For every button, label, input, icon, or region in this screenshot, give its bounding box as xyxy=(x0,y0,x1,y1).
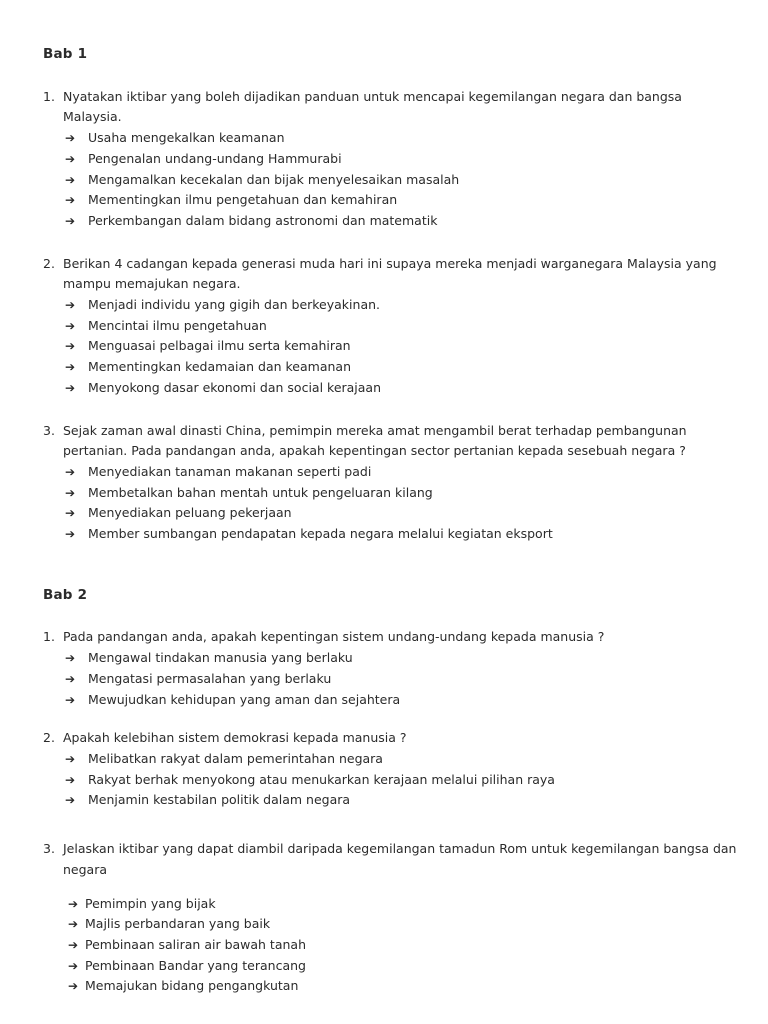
question-row xyxy=(43,627,743,648)
question-text: Berikan 4 cadangan kepada generasi muda hari ini supaya mereka menjadi warganegara Malaysia yang mampu memajukan negara. xyxy=(63,255,717,292)
section-title: Bab 1 xyxy=(43,46,88,62)
answer-item xyxy=(65,790,743,811)
arrow-bullet-icon: ➔ xyxy=(68,937,79,952)
answer-text: Menyediakan peluang pekerjaan xyxy=(88,505,292,521)
answer-list xyxy=(65,462,743,545)
answer-item xyxy=(65,378,743,399)
answer-item xyxy=(68,894,743,915)
answer-text: Majlis perbandaran yang baik xyxy=(85,916,271,932)
answer-text: Mementingkan ilmu pengetahuan dan kemahiran xyxy=(88,192,398,208)
answer-item xyxy=(65,336,743,357)
answer-text: Pembinaan saliran air bawah tanah xyxy=(85,936,307,952)
section-bab-2 xyxy=(43,585,743,997)
answer-text: Pembinaan Bandar yang terancang xyxy=(85,957,306,973)
answer-text: Menyokong dasar ekonomi dan social kerajaan xyxy=(88,379,382,395)
answer-item xyxy=(65,316,743,337)
arrow-bullet-icon: ➔ xyxy=(65,298,76,313)
answer-text: Membetalkan bahan mentah untuk pengeluaran kilang xyxy=(88,484,433,500)
answer-item xyxy=(68,976,743,997)
arrow-bullet-icon: ➔ xyxy=(68,958,79,973)
question-number: 2. xyxy=(43,730,55,746)
arrow-bullet-icon: ➔ xyxy=(65,151,76,166)
arrow-bullet-icon: ➔ xyxy=(65,464,76,479)
arrow-bullet-icon: ➔ xyxy=(65,751,76,766)
arrow-bullet-icon: ➔ xyxy=(65,485,76,500)
answer-text: Menjamin kestabilan politik dalam negara xyxy=(88,792,351,808)
answer-item xyxy=(65,128,743,149)
question-text: Jelaskan iktibar yang dapat diambil daripada kegemilangan tamadun Rom untuk kegemilangan bangsa dan negara xyxy=(63,841,737,877)
question-text: Pada pandangan anda, apakah kepentingan sistem undang-undang kepada manusia ? xyxy=(63,629,605,645)
arrow-bullet-icon: ➔ xyxy=(68,979,79,994)
question-number: 1. xyxy=(43,88,55,104)
answer-item xyxy=(65,770,743,791)
arrow-bullet-icon: ➔ xyxy=(65,213,76,228)
answer-item xyxy=(65,211,743,232)
answer-item xyxy=(68,914,743,935)
answer-list xyxy=(65,128,743,232)
answer-text: Mewujudkan kehidupan yang aman dan sejahtera xyxy=(88,691,401,707)
answer-text: Rakyat berhak menyokong atau menukarkan kerajaan melalui pilihan raya xyxy=(88,771,555,787)
answer-text: Mengawal tindakan manusia yang berlaku xyxy=(88,650,353,666)
answer-text: Melibatkan rakyat dalam pemerintahan negara xyxy=(88,750,383,766)
answer-text: Mencintai ilmu pengetahuan xyxy=(88,317,267,333)
answer-list xyxy=(65,295,743,399)
arrow-bullet-icon: ➔ xyxy=(65,651,76,666)
answer-list xyxy=(68,894,743,998)
arrow-bullet-icon: ➔ xyxy=(65,793,76,808)
answer-item xyxy=(68,935,743,956)
question-text: Apakah kelebihan sistem demokrasi kepada manusia ? xyxy=(63,730,407,746)
arrow-bullet-icon: ➔ xyxy=(65,772,76,787)
answer-item xyxy=(65,483,743,504)
answer-item xyxy=(68,956,743,977)
question-row xyxy=(43,839,743,880)
answer-text: Pengenalan undang-undang Hammurabi xyxy=(88,150,342,166)
answer-item xyxy=(65,524,743,545)
arrow-bullet-icon: ➔ xyxy=(65,172,76,187)
answer-item xyxy=(65,648,743,669)
answer-item xyxy=(65,357,743,378)
answer-text: Menguasai pelbagai ilmu serta kemahiran xyxy=(88,338,351,354)
answer-item xyxy=(65,690,743,711)
answer-text: Mengamalkan kecekalan dan bijak menyelesaikan masalah xyxy=(88,171,460,187)
answer-item xyxy=(65,462,743,483)
answer-text: Mementingkan kedamaian dan keamanan xyxy=(88,359,351,375)
arrow-bullet-icon: ➔ xyxy=(68,896,79,911)
answer-item xyxy=(65,170,743,191)
question-row xyxy=(43,421,743,462)
answer-item xyxy=(65,295,743,316)
answer-item xyxy=(65,190,743,211)
question-number: 3. xyxy=(43,841,55,857)
answer-text: Perkembangan dalam bidang astronomi dan matematik xyxy=(88,212,438,228)
arrow-bullet-icon: ➔ xyxy=(65,692,76,707)
question-row xyxy=(43,728,743,749)
question-text: Nyatakan iktibar yang boleh dijadikan panduan untuk mencapai kegemilangan negara dan bangsa Malaysia. xyxy=(63,88,682,125)
answer-item xyxy=(65,149,743,170)
answer-text: Pemimpin yang bijak xyxy=(85,895,216,911)
answer-text: Member sumbangan pendapatan kepada negara melalui kegiatan eksport xyxy=(88,526,553,542)
question-row xyxy=(43,254,743,295)
answer-list xyxy=(65,648,743,710)
answer-item xyxy=(65,503,743,524)
answer-text: Memajukan bidang pengangkutan xyxy=(85,978,299,994)
question-row xyxy=(43,87,743,128)
answer-text: Mengatasi permasalahan yang berlaku xyxy=(88,670,332,686)
section-bab-1 xyxy=(43,44,743,545)
question-number: 1. xyxy=(43,629,55,645)
question-text: Sejak zaman awal dinasti China, pemimpin mereka amat mengambil berat terhadap pembangunan pertanian. Pada pandangan anda, apakah kepentingan sector pertanian kepada sesebuah negara ? xyxy=(63,422,687,459)
arrow-bullet-icon: ➔ xyxy=(65,131,76,146)
arrow-bullet-icon: ➔ xyxy=(65,380,76,395)
arrow-bullet-icon: ➔ xyxy=(65,506,76,521)
question-number: 2. xyxy=(43,255,55,271)
arrow-bullet-icon: ➔ xyxy=(65,193,76,208)
answer-text: Menjadi individu yang gigih dan berkeyakinan. xyxy=(88,297,380,313)
arrow-bullet-icon: ➔ xyxy=(65,318,76,333)
answer-list xyxy=(65,749,743,811)
arrow-bullet-icon: ➔ xyxy=(68,917,79,932)
question-number: 3. xyxy=(43,422,55,438)
section-title: Bab 2 xyxy=(43,586,88,603)
arrow-bullet-icon: ➔ xyxy=(65,360,76,375)
answer-item xyxy=(65,749,743,770)
arrow-bullet-icon: ➔ xyxy=(65,339,76,354)
arrow-bullet-icon: ➔ xyxy=(65,671,76,686)
answer-text: Menyediakan tanaman makanan seperti padi xyxy=(88,463,372,479)
answer-item xyxy=(65,669,743,690)
arrow-bullet-icon: ➔ xyxy=(65,527,76,542)
answer-text: Usaha mengekalkan keamanan xyxy=(88,130,285,146)
